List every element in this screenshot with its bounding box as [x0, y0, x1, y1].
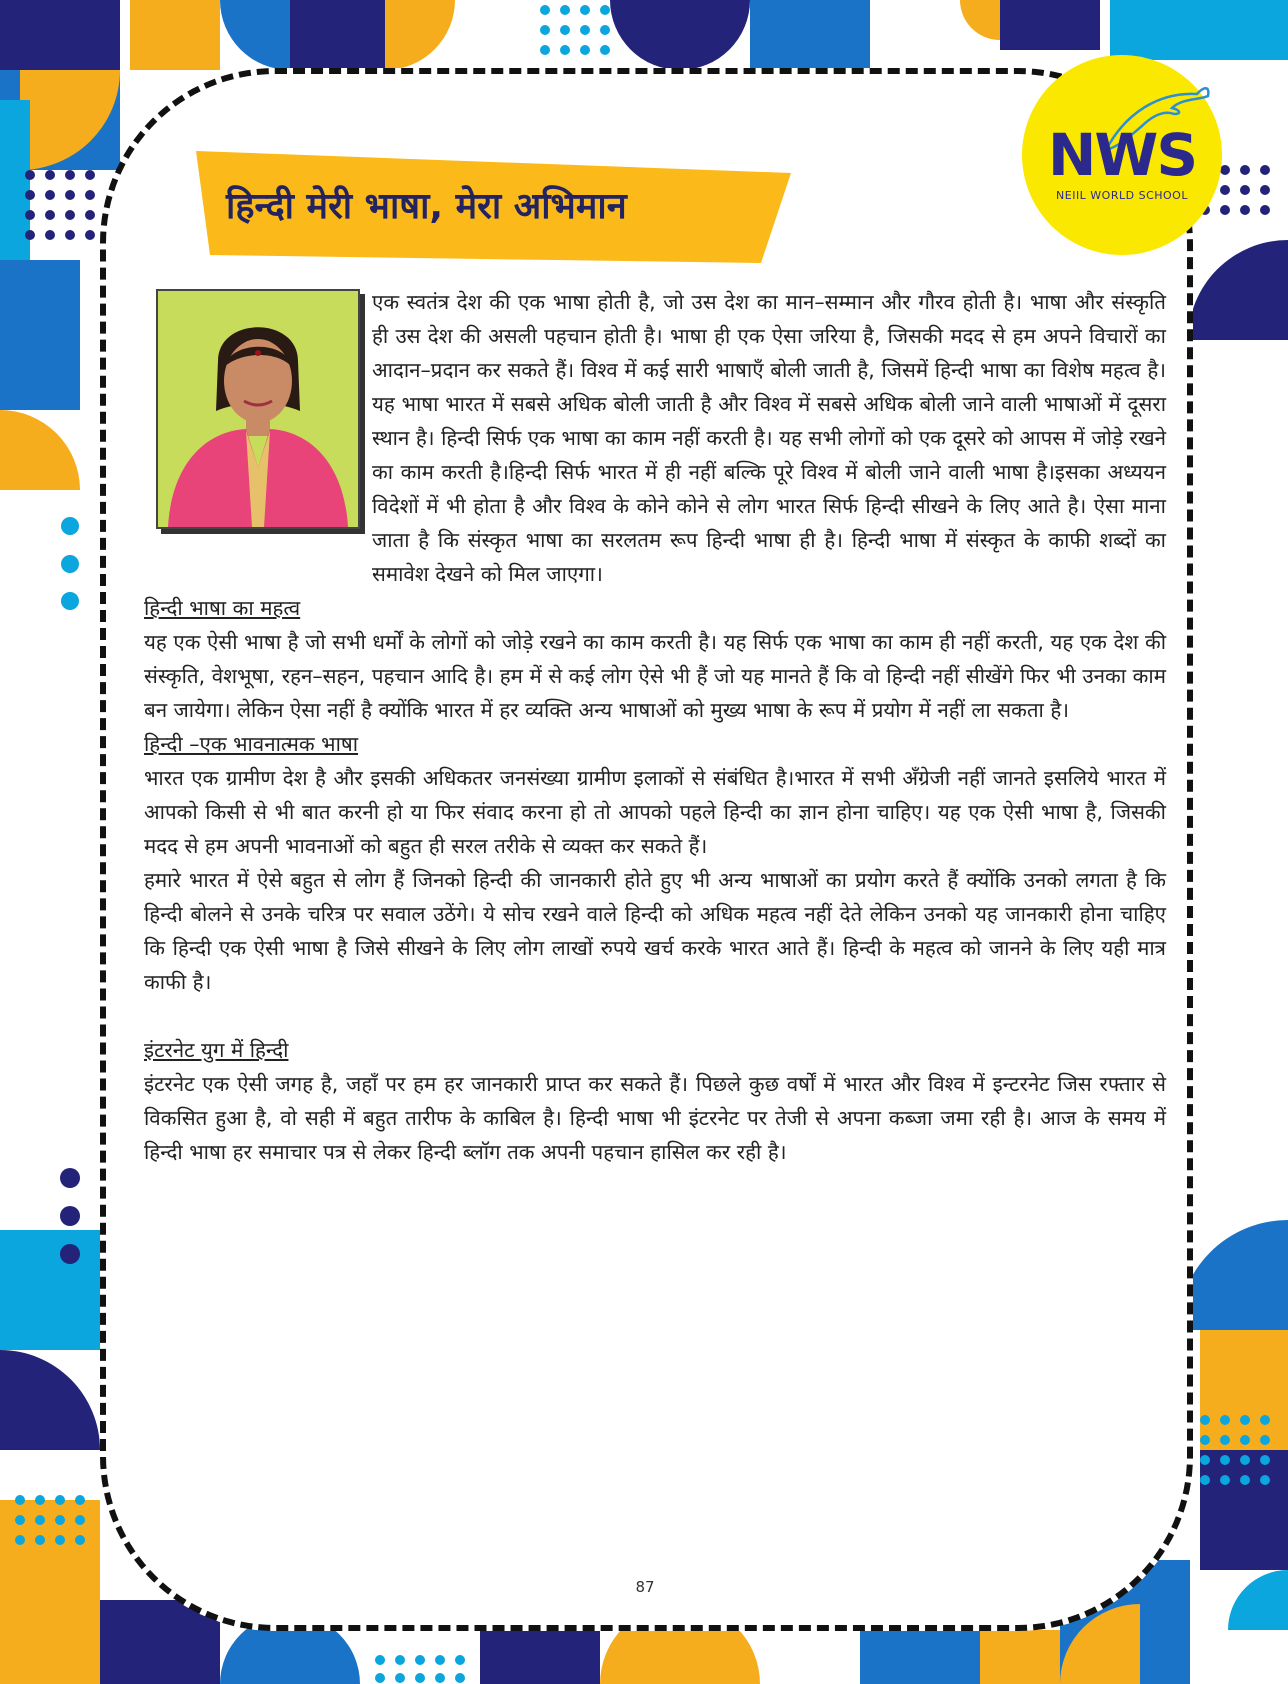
section-heading-internet: इंटरनेट युग में हिन्दी [144, 1038, 289, 1062]
page-number: 87 [620, 1578, 670, 1596]
intro-paragraph: एक स्वतंत्र देश की एक भाषा होती है, जो उस देश का मान–सम्मान और गौरव होती है। भाषा और संस्कृति ही उस देश की असली पहचान होती है। भाषा ही एक ऐसा जरिया है, जिसकी मदद से हम अपने विचारों का आदान–प्रदान कर सकते हैं। विश्व में कई सारी भाषाएँ बोली जाती है, जिसमें हिन्दी भाषा का विशेष महत्व है। यह भाषा भारत में सबसे अधिक बोली जाती है और विश्व में सबसे अधिक बोली जाने वाली भाषाओं में दूसरा स्थान है। हिन्दी सिर्फ एक भाषा का काम नहीं करती है। यह सभी लोगों को एक दूसरे को आपस में जोड़े रखने का काम करती है।हिन्दी सिर्फ भारत में ही नहीं बल्कि पूरे विश्व में बोली जाने वाली भाषा है।इसका अध्ययन विदेशों में भी होता है और विश्व के कोने कोने से लोग भारत सिर्फ हिन्दी सीखने के लिए आते है। ऐसा माना जाता है कि संस्कृत भाषा का सरलतम रूप हिन्दी भाषा ही है। हिन्दी भाषा में संस्कृत के काफी शब्दों का समावेश देखने को मिल जाएगा। [372, 290, 1166, 586]
emotional-paragraph-2: हमारे भारत में ऐसे बहुत से लोग हैं जिनको हिन्दी की जानकारी होते हुए भी अन्य भाषाओं का प्रयोग करते हैं क्योंकि उनको लगता है कि हिन्दी बोलने से उनके चरित्र पर सवाल उठेंगे। ये सोच रखने वाले हिन्दी को अधिक महत्व नहीं देते लेकिन उनको यह जानकारी होना चाहिए कि हिन्दी एक ऐसी भाषा है जिसे सीखने के लिए लोग लाखों रुपये खर्च करके भारत आते हैं। हिन्दी के महत्व को जानने के लिए यही मात्र काफी है। [144, 868, 1166, 994]
page-title: हिन्दी मेरी भाषा, मेरा अभिमान [226, 186, 627, 227]
logo-letters: NWS [1047, 121, 1197, 189]
section-heading-importance: हिन्दी भाषा का महत्व [144, 596, 301, 620]
section-heading-emotional: हिन्दी –एक भावनात्मक भाषा [144, 732, 359, 756]
paragraph-gap [144, 999, 1166, 1033]
importance-paragraph: यह एक ऐसी भाषा है जो सभी धर्मों के लोगों को जोड़े रखने का काम करती है। यह सिर्फ एक भाषा का काम ही नहीं करती, यह एक देश की संस्कृति, वेशभूषा, रहन–सहन, पहचान आदि है। हम में से कई लोग ऐसे भी हैं जो यह मानते हैं कि वो हिन्दी नहीं सीखेंगे फिर भी उनका काम बन जायेगा। लेकिन ऐसा नहीं है क्योंकि भारत में हर व्यक्ति अन्य भाषाओं को मुख्य भाषा के रूप में प्रयोग में नहीं ला सकता है। [144, 630, 1166, 722]
emotional-paragraph-1: भारत एक ग्रामीण देश है और इसकी अधिकतर जनसंख्या ग्रामीण इलाकों से संबंधित है।भारत में सभी अँग्रेजी नहीं जानते इसलिये भारत में आपको किसी से भी बात करनी हो या फिर संवाद करना हो तो आपको पहले हिन्दी का ज्ञान होना चाहिए। यह एक ऐसी भाषा है, जिसकी मदद से हम अपनी भावनाओं को बहुत ही सरल तरीके से व्यक्त कर सकते हैं। [144, 766, 1166, 858]
internet-paragraph: इंटरनेट एक ऐसी जगह है, जहाँ पर हम हर जानकारी प्राप्त कर सकते हैं। पिछले कुछ वर्षों में भारत और विश्व में इन्टरनेट जिस रफ्तार से विकसित हुआ है, वो सही में बहुत तारीफ के काबिल है। हिन्दी भाषा भी इंटरनेट पर तेजी से अपना कब्जा जमा रही है। आज के समय में हिन्दी भाषा हर समाचार पत्र से लेकर हिन्दी ब्लॉग तक अपनी पहचान हासिल कर रही है। [144, 1072, 1166, 1164]
logo-subtitle: NEIIL WORLD SCHOOL [1056, 189, 1188, 202]
photo-spacer [144, 285, 372, 583]
school-logo [1022, 55, 1222, 255]
article-body [144, 285, 1166, 1169]
